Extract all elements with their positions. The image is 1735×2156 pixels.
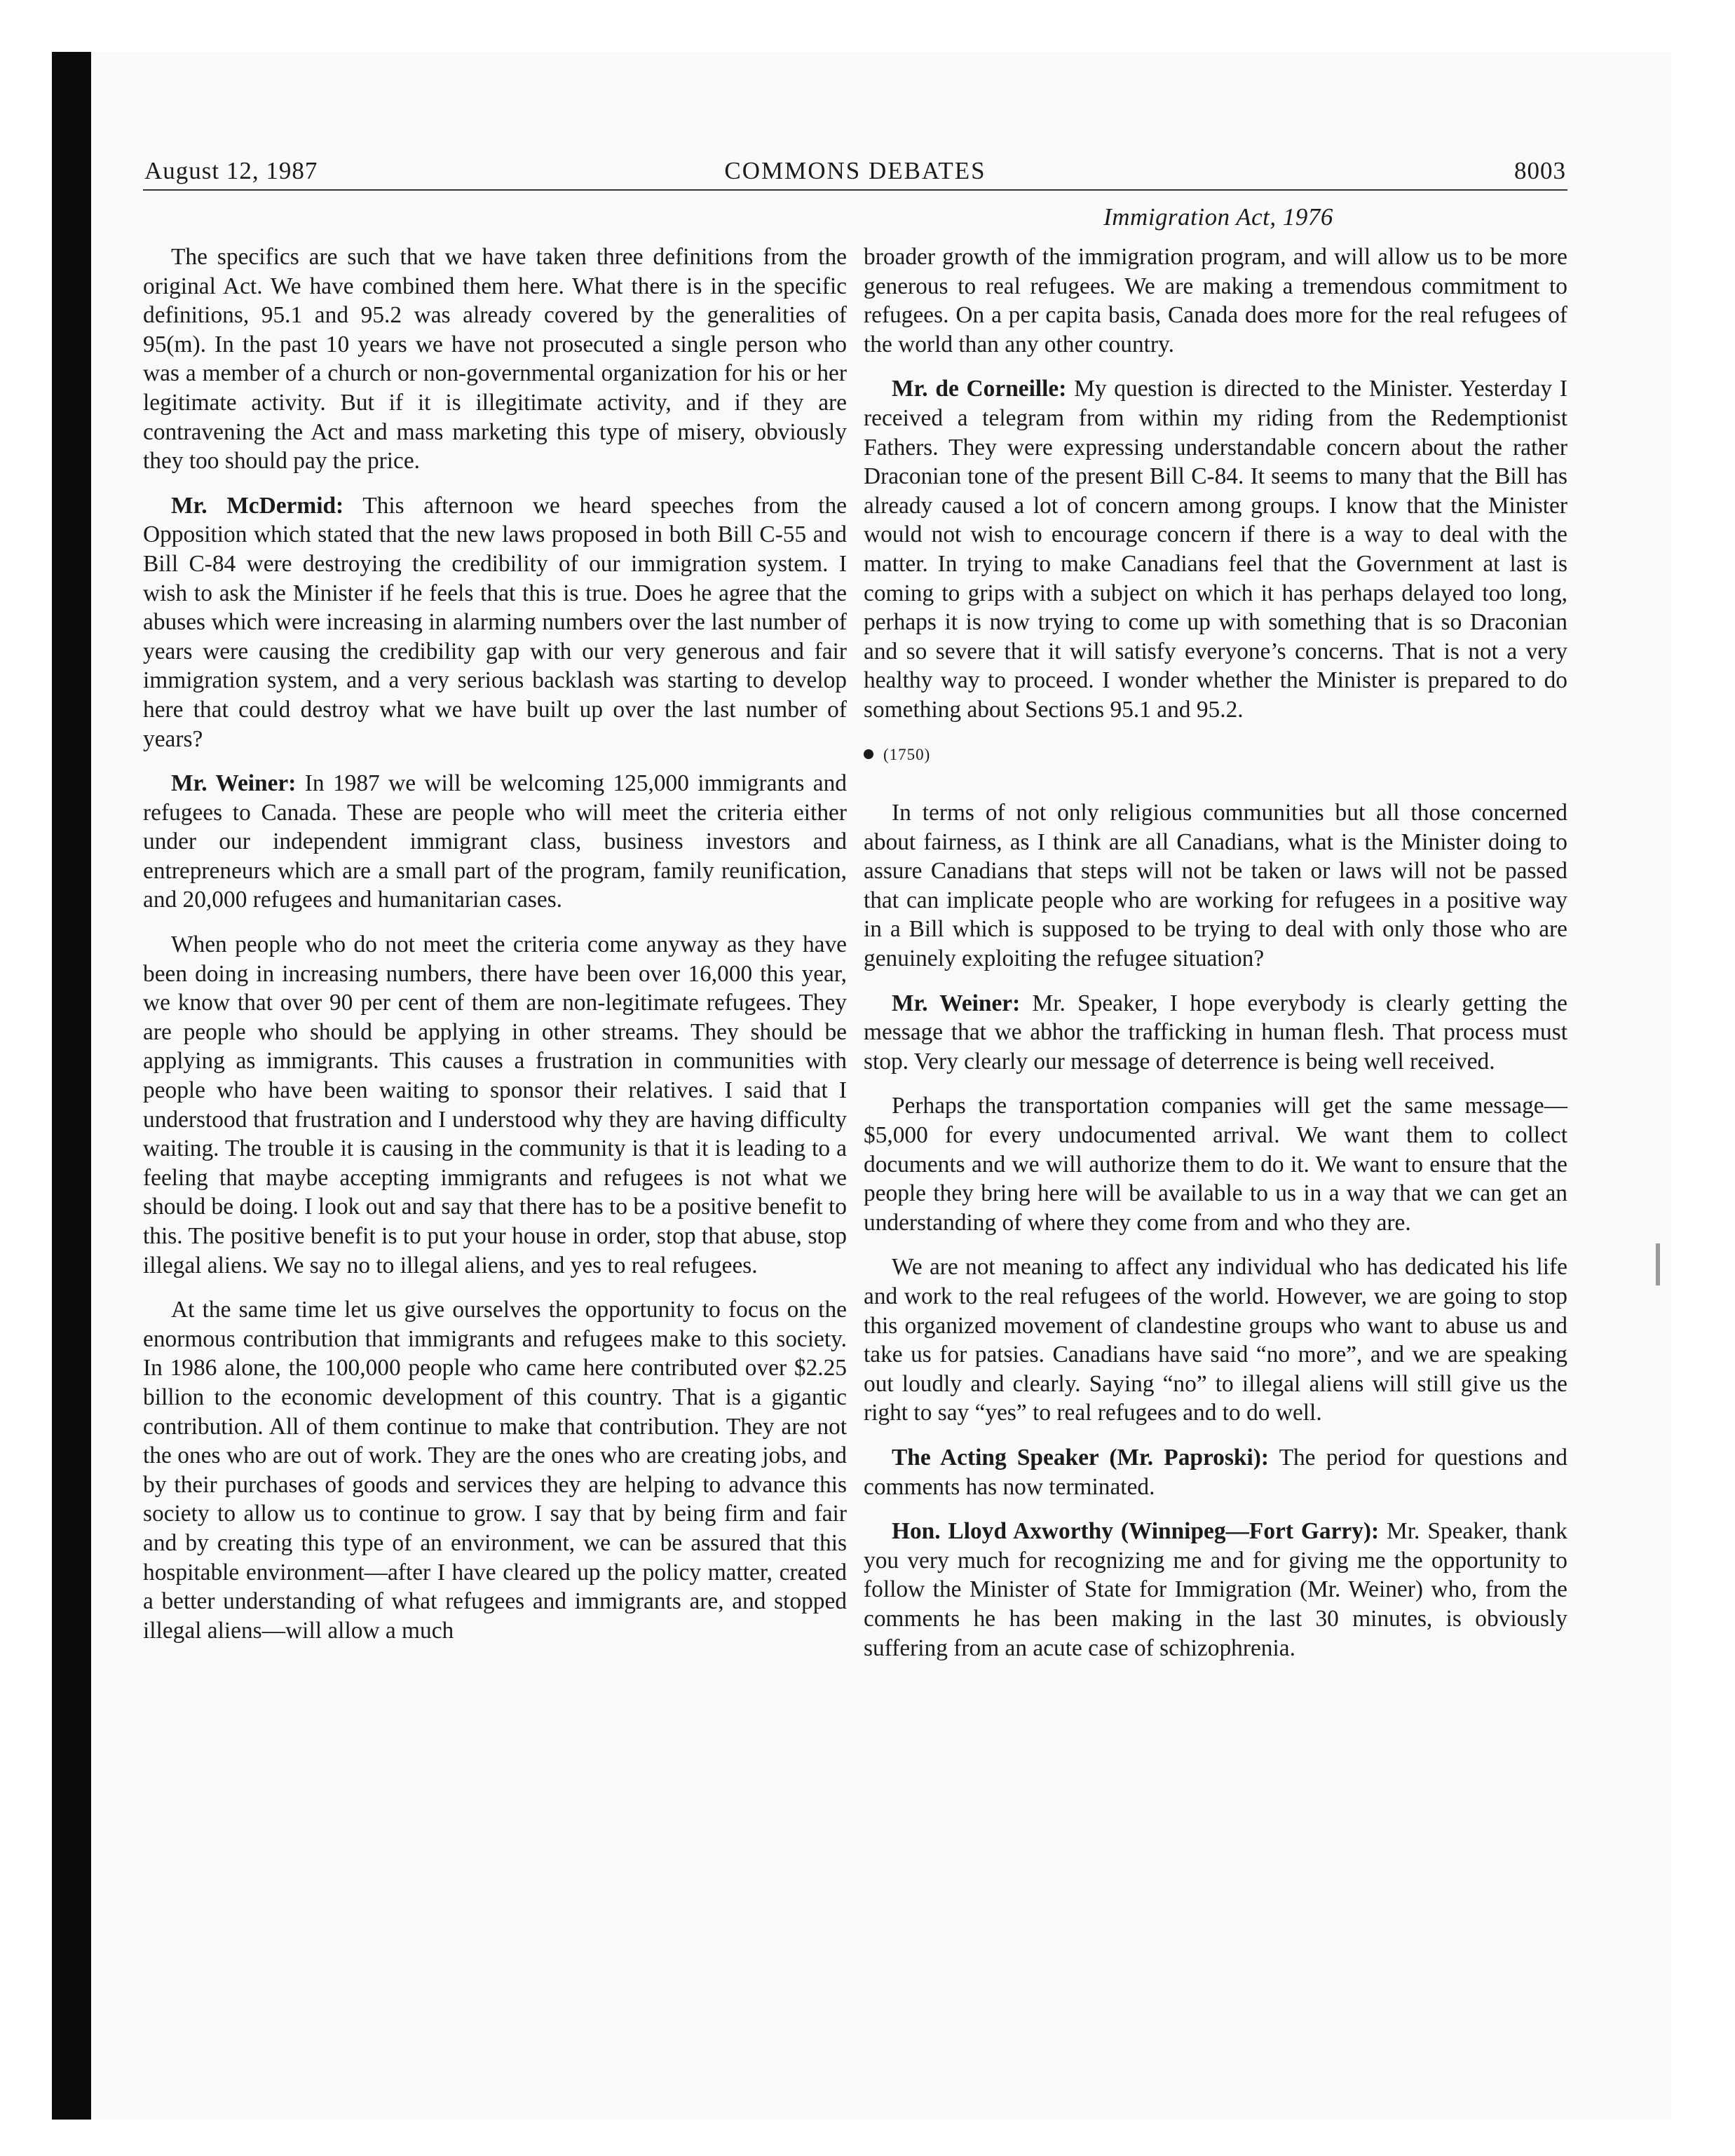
paragraph-text: In terms of not only religious communities but all those concerned about fairness, as I think are all Canadians, what is the Minister doing to assure Canadians that steps will not be taken or laws will not be passed that can implicate people who are working for refugees in a positive way in a Bill which is supposed to be trying to deal with only those who are genuinely exploiting the refugee situation? xyxy=(864,800,1567,972)
paragraph xyxy=(143,243,847,476)
paragraph xyxy=(864,1517,1567,1663)
paragraph-text: In 1987 we will be welcoming 125,000 immigrants and refugees to Canada. These are people who will meet the criteria either under our independent immigrant class, business investors and entrepreneurs which are a small part of the program, family reunification, and 20,000 refugees and humanitarian cases. xyxy=(143,770,847,913)
paragraph xyxy=(143,1295,847,1645)
paragraph xyxy=(864,374,1567,724)
speaker-name: Mr. Weiner: xyxy=(892,990,1021,1016)
speaker-name: Mr. McDermid: xyxy=(171,492,344,519)
paragraph xyxy=(143,491,847,753)
header-date: August 12, 1987 xyxy=(144,157,318,184)
speaker-name: Hon. Lloyd Axworthy (Winnipeg—Fort Garry): xyxy=(892,1518,1380,1545)
paragraph-text: At the same time let us give ourselves the opportunity to focus on the enormous contribution that immigrants and refugees make to this society. In 1986 alone, the 100,000 people who came here contributed over $2.25 billion to the economic development of this country. That is a gigantic contribution. All of them continue to make that contribution. They are not the ones who are out of work. They are the ones who are creating jobs, and by their purchases of goods and services they are helping to advance this society to allow us to continue to grow. I say that by being firm and fair and by creating this type of an environment, we can be assured that this hospitable environment—after I have cleared up the policy matter, created a better understanding of what refugees and immigrants are, and stopped illegal aliens—will allow a much xyxy=(143,1297,847,1644)
scan-shadow xyxy=(52,52,91,2120)
paragraph-text: Perhaps the transportation companies will get the same message—$5,000 for every undocumented arrival. We want them to collect documents and we will authorize them to do it. We want to ensure that the people they bring here will be available to us in a way that we can get an understanding of where they come from and who they are. xyxy=(864,1093,1567,1236)
paragraph xyxy=(864,798,1567,974)
paragraph-text: We are not meaning to affect any individual who has dedicated his life and work to the real refugees of the world. However, we are going to stop this organized movement of clandestine groups who want to abuse us and take us for patsies. Canadians have said “no more”, and we are speaking out loudly and clearly. Saying “no” to illegal aliens will still give us the right to say “yes” to real refugees and to do well. xyxy=(864,1254,1567,1426)
paragraph-text: Mr. Speaker, I hope everybody is clearly getting the message that we abhor the trafficking in human flesh. That process must stop. Very clearly our message of deterrence is being well received. xyxy=(864,990,1567,1074)
time-marker-text: (1750) xyxy=(883,745,931,763)
header-page-number: 8003 xyxy=(1514,157,1566,184)
speaker-name: Mr. de Corneille: xyxy=(892,376,1067,402)
paragraph xyxy=(143,930,847,1280)
paragraph-text: The period for questions and comments has now terminated. xyxy=(864,1444,1567,1500)
paragraph xyxy=(864,1091,1567,1237)
left-column xyxy=(143,243,847,1645)
paragraph xyxy=(864,1253,1567,1428)
paragraph-text: This afternoon we heard speeches from the Opposition which stated that the new laws proposed in both Bill C-55 and Bill C-84 were destroying the credibility of our immigration system. I wish to ask the Minister if he feels that this is true. Does he agree that the abuses which were increasing in alarming numbers over the last number of years were causing the credibility gap with our very generous and fair immigration system, and a very serious backlash was starting to develop here that could destroy what we have built up over the last number of years? xyxy=(143,492,848,752)
header-title: COMMONS DEBATES xyxy=(724,157,986,184)
running-subheader: Immigration Act, 1976 xyxy=(1103,203,1333,231)
page-header xyxy=(143,157,1567,191)
paragraph xyxy=(864,1443,1567,1501)
speaker-name: The Acting Speaker (Mr. Paproski): xyxy=(892,1444,1269,1471)
paragraph xyxy=(864,243,1567,359)
paragraph-text: When people who do not meet the criteria come anyway as they have been doing in increasing numbers, there have been over 16,000 this year, we know that over 90 per cent of them are non-legitimate refugees. They are people who should be applying in other streams. They should be applying as immigrants. This causes a frustration in communities with people who have been waiting to sponsor their relatives. I said that I understood that frustration and I understood why they are having difficulty waiting. The trouble it is causing in the community is that it is leading to a feeling that maybe accepting immigrants and refugees is not what we should be doing. I look out and say that there has to be a positive benefit to this. The positive benefit is to put your house in order, stop that abuse, stop illegal aliens. We say no to illegal aliens, and yes to real refugees. xyxy=(143,932,847,1278)
scan-edge-mark xyxy=(1656,1243,1660,1285)
paragraph xyxy=(143,769,847,915)
paragraph-text: My question is directed to the Minister. Yesterday I received a telegram from within my riding from the Redemptionist Fathers. They were expressing understandable concern about the rather Draconian tone of the present Bill C-84. It seems to many that the Bill has already caused a lot of concern among groups. I know that the Minister would not wish to encourage concern if there is a way to deal with the matter. In trying to make Canadians feel that the Government at last is coming to grips with a subject on which it has perhaps delayed too long, perhaps it is now trying to come up with something that is so Draconian and so severe that it will satisfy everyone’s concerns. That is not a very healthy way to proceed. I wonder whether the Minister is prepared to do something about Sections 95.1 and 95.2. xyxy=(864,376,1567,723)
time-marker xyxy=(864,740,1567,770)
paragraph-text: broader growth of the immigration program, and will allow us to be more generous to real refugees. We are making a tremendous commitment to refugees. On a per capita basis, Canada does more for the real refugees of the world than any other country. xyxy=(864,244,1567,357)
speaker-name: Mr. Weiner: xyxy=(171,770,297,797)
paragraph xyxy=(864,989,1567,1077)
bullet-icon xyxy=(864,749,873,759)
paragraph-text: Mr. Speaker, thank you very much for recognizing me and for giving me the opportunity to follow the Minister of State for Immigration (Mr. Weiner) who, from the comments he has been making in the last 30 minutes, is obviously suffering from an acute case of schizophrenia. xyxy=(864,1518,1567,1661)
right-column xyxy=(864,243,1567,1663)
paragraph-text: The specifics are such that we have taken three definitions from the original Act. We have combined them here. What there is in the specific definitions, 95.1 and 95.2 was already covered by the generalities of 95(m). In the past 10 years we have not prosecuted a single person who was a member of a church or non-governmental organization for his or her legitimate activity. But if it is illegitimate activity, and if they are contravening the Act and mass marketing this type of misery, obviously they too should pay the price. xyxy=(143,244,847,475)
